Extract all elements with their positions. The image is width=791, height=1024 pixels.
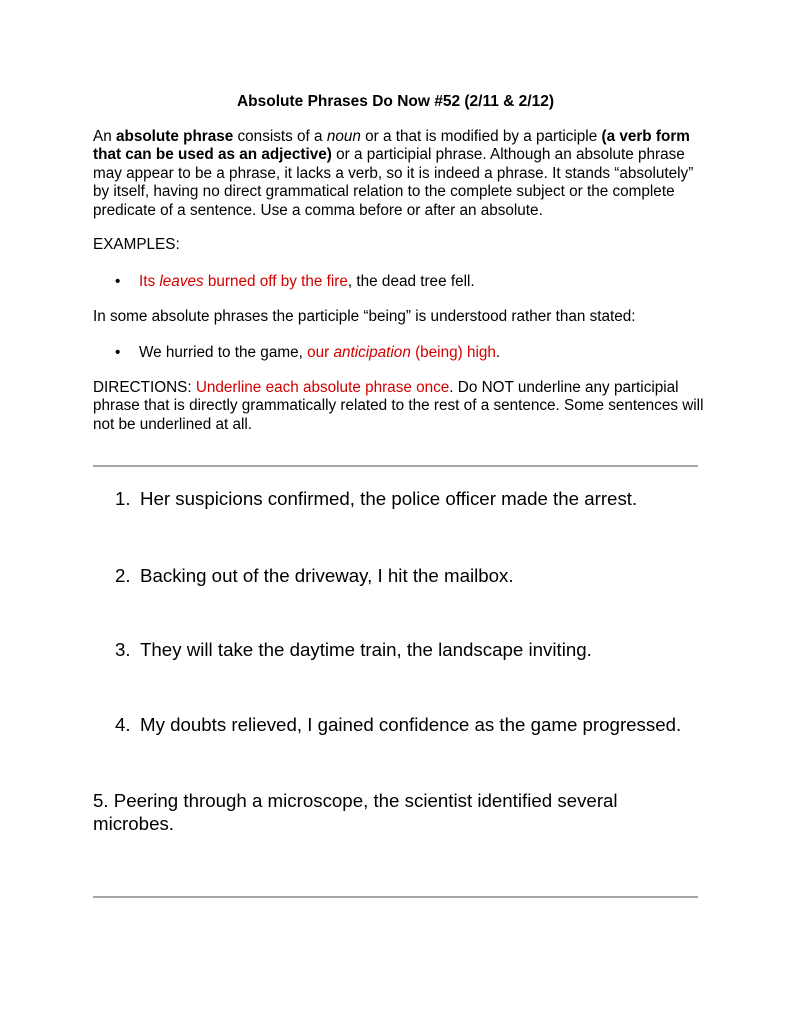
example-item-2	[115, 344, 500, 362]
example-text: burned off by the fire	[203, 273, 348, 290]
intro-term: absolute phrase	[115, 128, 234, 145]
example-text: (being) high	[410, 344, 496, 361]
directions-paragraph	[93, 379, 713, 434]
directions-instruction: Underline each absolute phrase once	[195, 379, 450, 396]
examples-label: EXAMPLES:	[93, 236, 180, 253]
example-item-1	[115, 273, 475, 291]
sentence-number: 4.	[115, 714, 131, 735]
being-note: In some absolute phrases the participle “being” is understood rather than stated:	[93, 308, 636, 325]
exercise-sentence-2	[115, 565, 514, 587]
intro-text: An	[93, 128, 116, 145]
intro-paragraph	[93, 128, 713, 220]
example-text: our	[307, 344, 334, 361]
exercise-sentence-3	[115, 639, 592, 661]
intro-text: or a participial phrase. Although an absolute phrase may appear to be a phrase, it lacks a verb, so it is indeed a phrase. It stands “absolutely” by itself, having no direct grammatical relation to the complete subject or the complete predicate of a sentence. Use a comma before or after an absolute.	[93, 146, 694, 219]
intro-definition: (a verb form that can be used as an adjective)	[93, 128, 690, 164]
sentence-text: My doubts relieved, I gained confidence as the game progressed.	[140, 714, 682, 735]
directions-lead: DIRECTIONS:	[93, 379, 196, 396]
sentence-number: 5.	[93, 790, 109, 811]
bullet-icon: •	[115, 344, 121, 361]
example-italic: leaves	[159, 273, 204, 290]
directions-rest: . Do NOT underline any participial phrase that is directly grammatically related to the rest of a sentence. Some sentences will not be underlined at all.	[93, 379, 704, 433]
divider-bottom	[93, 896, 698, 898]
example-absolute-phrase	[139, 273, 348, 290]
example-italic: anticipation	[333, 344, 411, 361]
example-rest: , the dead tree fell.	[347, 273, 475, 290]
page-title: Absolute Phrases Do Now #52 (2/11 & 2/12)	[236, 93, 554, 110]
sentence-text: They will take the daytime train, the landscape inviting.	[140, 639, 592, 660]
example-end: .	[495, 344, 501, 361]
sentence-number: 2.	[115, 565, 131, 586]
example-text: Its	[139, 273, 160, 290]
sentence-text: Her suspicions confirmed, the police officer made the arrest.	[140, 488, 638, 509]
example-absolute-phrase	[307, 344, 496, 361]
exercise-sentence-1	[115, 488, 637, 510]
sentence-number: 1.	[115, 488, 131, 509]
intro-noun: noun	[326, 128, 361, 145]
exercise-sentence-5	[93, 789, 653, 835]
example-lead: We hurried to the game,	[139, 344, 308, 361]
divider-top	[93, 465, 698, 467]
exercise-sentence-4	[115, 714, 681, 736]
intro-text: or a that is modified by a participle	[360, 128, 602, 145]
bullet-icon: •	[115, 273, 121, 290]
sentence-text: Peering through a microscope, the scientist identified several microbes.	[93, 790, 618, 834]
sentence-text: Backing out of the driveway, I hit the mailbox.	[140, 565, 514, 586]
intro-text: consists of a	[233, 128, 327, 145]
sentence-number: 3.	[115, 639, 131, 660]
